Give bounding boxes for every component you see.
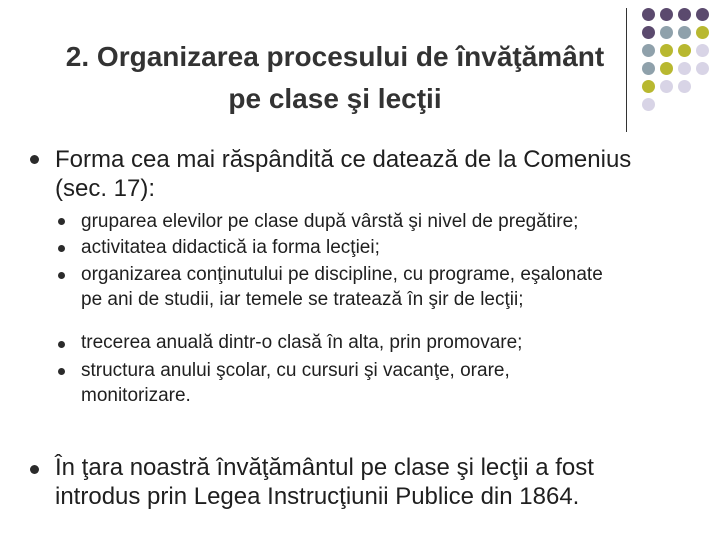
- title-line-2: pe clase şi lecţii: [228, 83, 442, 114]
- bullet-dot: [30, 155, 39, 164]
- sub-bullet-dot: [58, 368, 65, 375]
- sub-bullet-5-line-1: structura anului şcolar, cu cursuri şi vacanţe, orare,: [81, 360, 510, 381]
- sub-bullet-dot: [58, 245, 65, 252]
- bullet-2-line-1: În ţara noastră învăţământul pe clase şi lecţii a fost: [55, 454, 594, 481]
- sub-bullet-3-line-2: pe ani de studii, iar temele se tratează în şir de lecţii;: [81, 289, 524, 310]
- sub-bullet-1: gruparea elevilor pe clase după vârstă şi nivel de pregătire;: [81, 211, 579, 232]
- sub-bullet-3-line-1: organizarea conţinutului pe discipline, cu programe, eşalonate: [81, 264, 603, 285]
- sub-bullet-4: trecerea anuală dintr-o clasă în alta, prin promovare;: [81, 332, 523, 353]
- sub-bullet-2: activitatea didactică ia forma lecţiei;: [81, 237, 380, 258]
- sub-bullet-dot: [58, 341, 65, 348]
- title-line-1: 2. Organizarea procesului de învăţământ: [65, 41, 605, 72]
- sub-bullet-dot: [58, 218, 65, 225]
- bullet-2-line-2: introdus prin Legea Instrucţiunii Publice din 1864.: [55, 483, 580, 510]
- bullet-1-line-1: Forma cea mai răspândită ce datează de la Comenius: [55, 146, 632, 173]
- bullet-dot: [30, 465, 39, 474]
- sub-bullet-dot: [58, 272, 65, 279]
- bullet-1-line-2: (sec. 17):: [55, 175, 156, 202]
- sub-bullet-5-line-2: monitorizare.: [81, 385, 191, 406]
